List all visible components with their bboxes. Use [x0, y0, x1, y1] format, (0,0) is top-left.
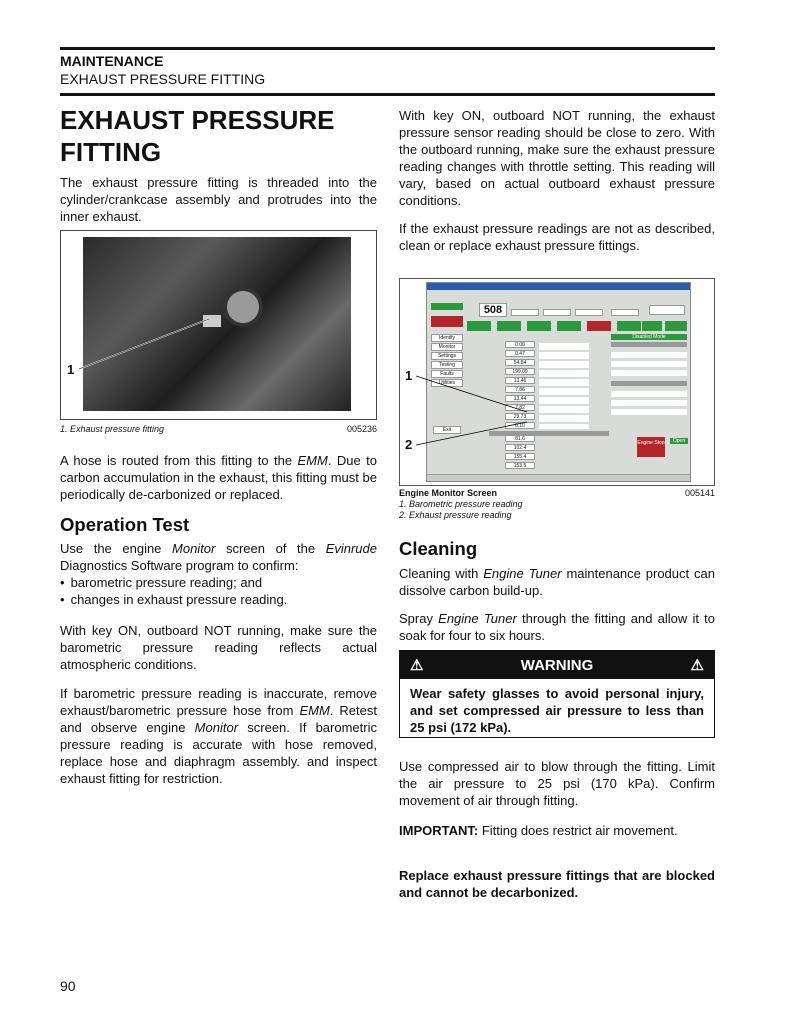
figure-exhaust-fitting [60, 230, 377, 420]
bullet-item: • changes in exhaust pressure reading. [60, 591, 377, 608]
warning-label: WARNING [520, 656, 594, 674]
operation-bullets [60, 574, 377, 608]
cleaning-heading: Cleaning [399, 538, 478, 559]
barometric-pressure-value: 7.82 [505, 404, 535, 411]
exhaust-pressure-value: 0.10 [505, 422, 535, 429]
section-header: MAINTENANCE [60, 53, 164, 69]
caption-title: Engine Monitor Screen [399, 488, 498, 498]
page-number: 90 [60, 978, 76, 994]
intro-paragraph: The exhaust pressure fitting is threaded into the cylinder/crankcase assembly and protrudes into the inner exhaust. [60, 175, 377, 224]
sidebar-monitor[interactable]: Monitor [431, 343, 463, 351]
operation-paragraph: Use the engine Monitor screen of the Evinrude Diagnostics Software program to confirm: [60, 541, 377, 573]
engine-stop-indicator: Engine Stop [637, 437, 665, 457]
replace-note: Replace exhaust pressure fittings that are blocked and cannot be decarbonized. [399, 868, 715, 900]
warning-triangle-icon: ⚠ [410, 657, 424, 674]
readings-paragraph: If the exhaust pressure readings are not as described, clean or replace exhaust pressure fittings. [399, 221, 715, 253]
important-note: IMPORTANT: Fitting does restrict air movement. [399, 823, 678, 838]
figure2-caption [399, 488, 715, 521]
subsection-header: EXHAUST PRESSURE FITTING [60, 71, 266, 87]
warning-text: Wear safety glasses to avoid personal injury, and set compressed air pressure to less than 25 psi (172 kPa). [410, 686, 704, 735]
sidebar-identify[interactable]: Identify [431, 334, 463, 342]
figure-code: 005236 [346, 424, 377, 434]
inaccurate-paragraph: If barometric pressure reading is inaccurate, remove exhaust/barometric pressure hose from EMM. Retest and observe engine Monitor screen. If barometric pressure reading is accurate with hose removed, replace hose and diaphragm assembly. and inspect exhaust fitting for restriction. [60, 686, 377, 786]
disabled-mode-panel: Disabled Mode [611, 334, 687, 340]
bullet-item: • barometric pressure reading; and [60, 574, 377, 591]
callout-1: 1 [405, 368, 413, 383]
header-rule-bottom [60, 93, 715, 96]
monitor-values: 0.00 0.47 54.84 199.09 13.46 7.86 13.44 7.82 29.73 0.10 81.6 102.4 155.4 153.5 [505, 341, 535, 471]
hose-paragraph: A hose is routed from this fitting to the EMM. Due to carbon accumulation in the exhaust, this fitting must be periodically de-carbonized or replaced. [60, 453, 377, 502]
callout-1: 1 [67, 362, 75, 377]
operation-test-heading: Operation Test [60, 514, 190, 535]
key-on-paragraph: With key ON, outboard NOT running, make sure the barometric pressure reading reflects actual atmospheric conditions. [60, 623, 377, 672]
cleaning-paragraph: Cleaning with Engine Tuner maintenance product can dissolve carbon build-up. [399, 566, 715, 598]
callout-2: 2 [405, 437, 413, 452]
figure1-caption [60, 424, 377, 434]
sidebar-utilities[interactable]: Utilities [431, 379, 463, 387]
sidebar-settings[interactable]: Settings [431, 352, 463, 360]
warning-triangle-icon: ⚠ [690, 657, 704, 674]
sidebar-testing[interactable]: Testing [431, 361, 463, 369]
compressed-air-paragraph: Use compressed air to blow through the fitting. Limit the air pressure to 25 psi (170 kPa). Confirm movement of air through fitting. [399, 759, 715, 808]
sidebar-faults[interactable]: Faults [431, 370, 463, 378]
sensor-paragraph: With key ON, outboard NOT running, the exhaust pressure sensor reading should be close to zero. With the outboard running, make sure the exhaust pressure reading changes with throttle setting. This reading will vary, based on actual outboard exhaust pressure conditions. [399, 108, 715, 208]
open-indicator: Open [670, 438, 688, 444]
rpm-readout: 508 [479, 303, 507, 317]
figure-code: 005141 [684, 488, 715, 498]
caption-text: 1. Exhaust pressure fitting [60, 424, 165, 434]
warning-box [399, 650, 715, 738]
exit-button[interactable]: Exit [433, 426, 461, 434]
page-title: EXHAUST PRESSURE FITTING [60, 105, 335, 167]
caption-item: 2. Exhaust pressure reading [399, 510, 512, 520]
figure-engine-monitor [399, 278, 715, 486]
header-rule-top [60, 47, 715, 50]
caption-item: 1. Barometric pressure reading [399, 499, 523, 509]
spray-paragraph: Spray Engine Tuner through the fitting and allow it to soak for four to six hours. [399, 611, 715, 643]
